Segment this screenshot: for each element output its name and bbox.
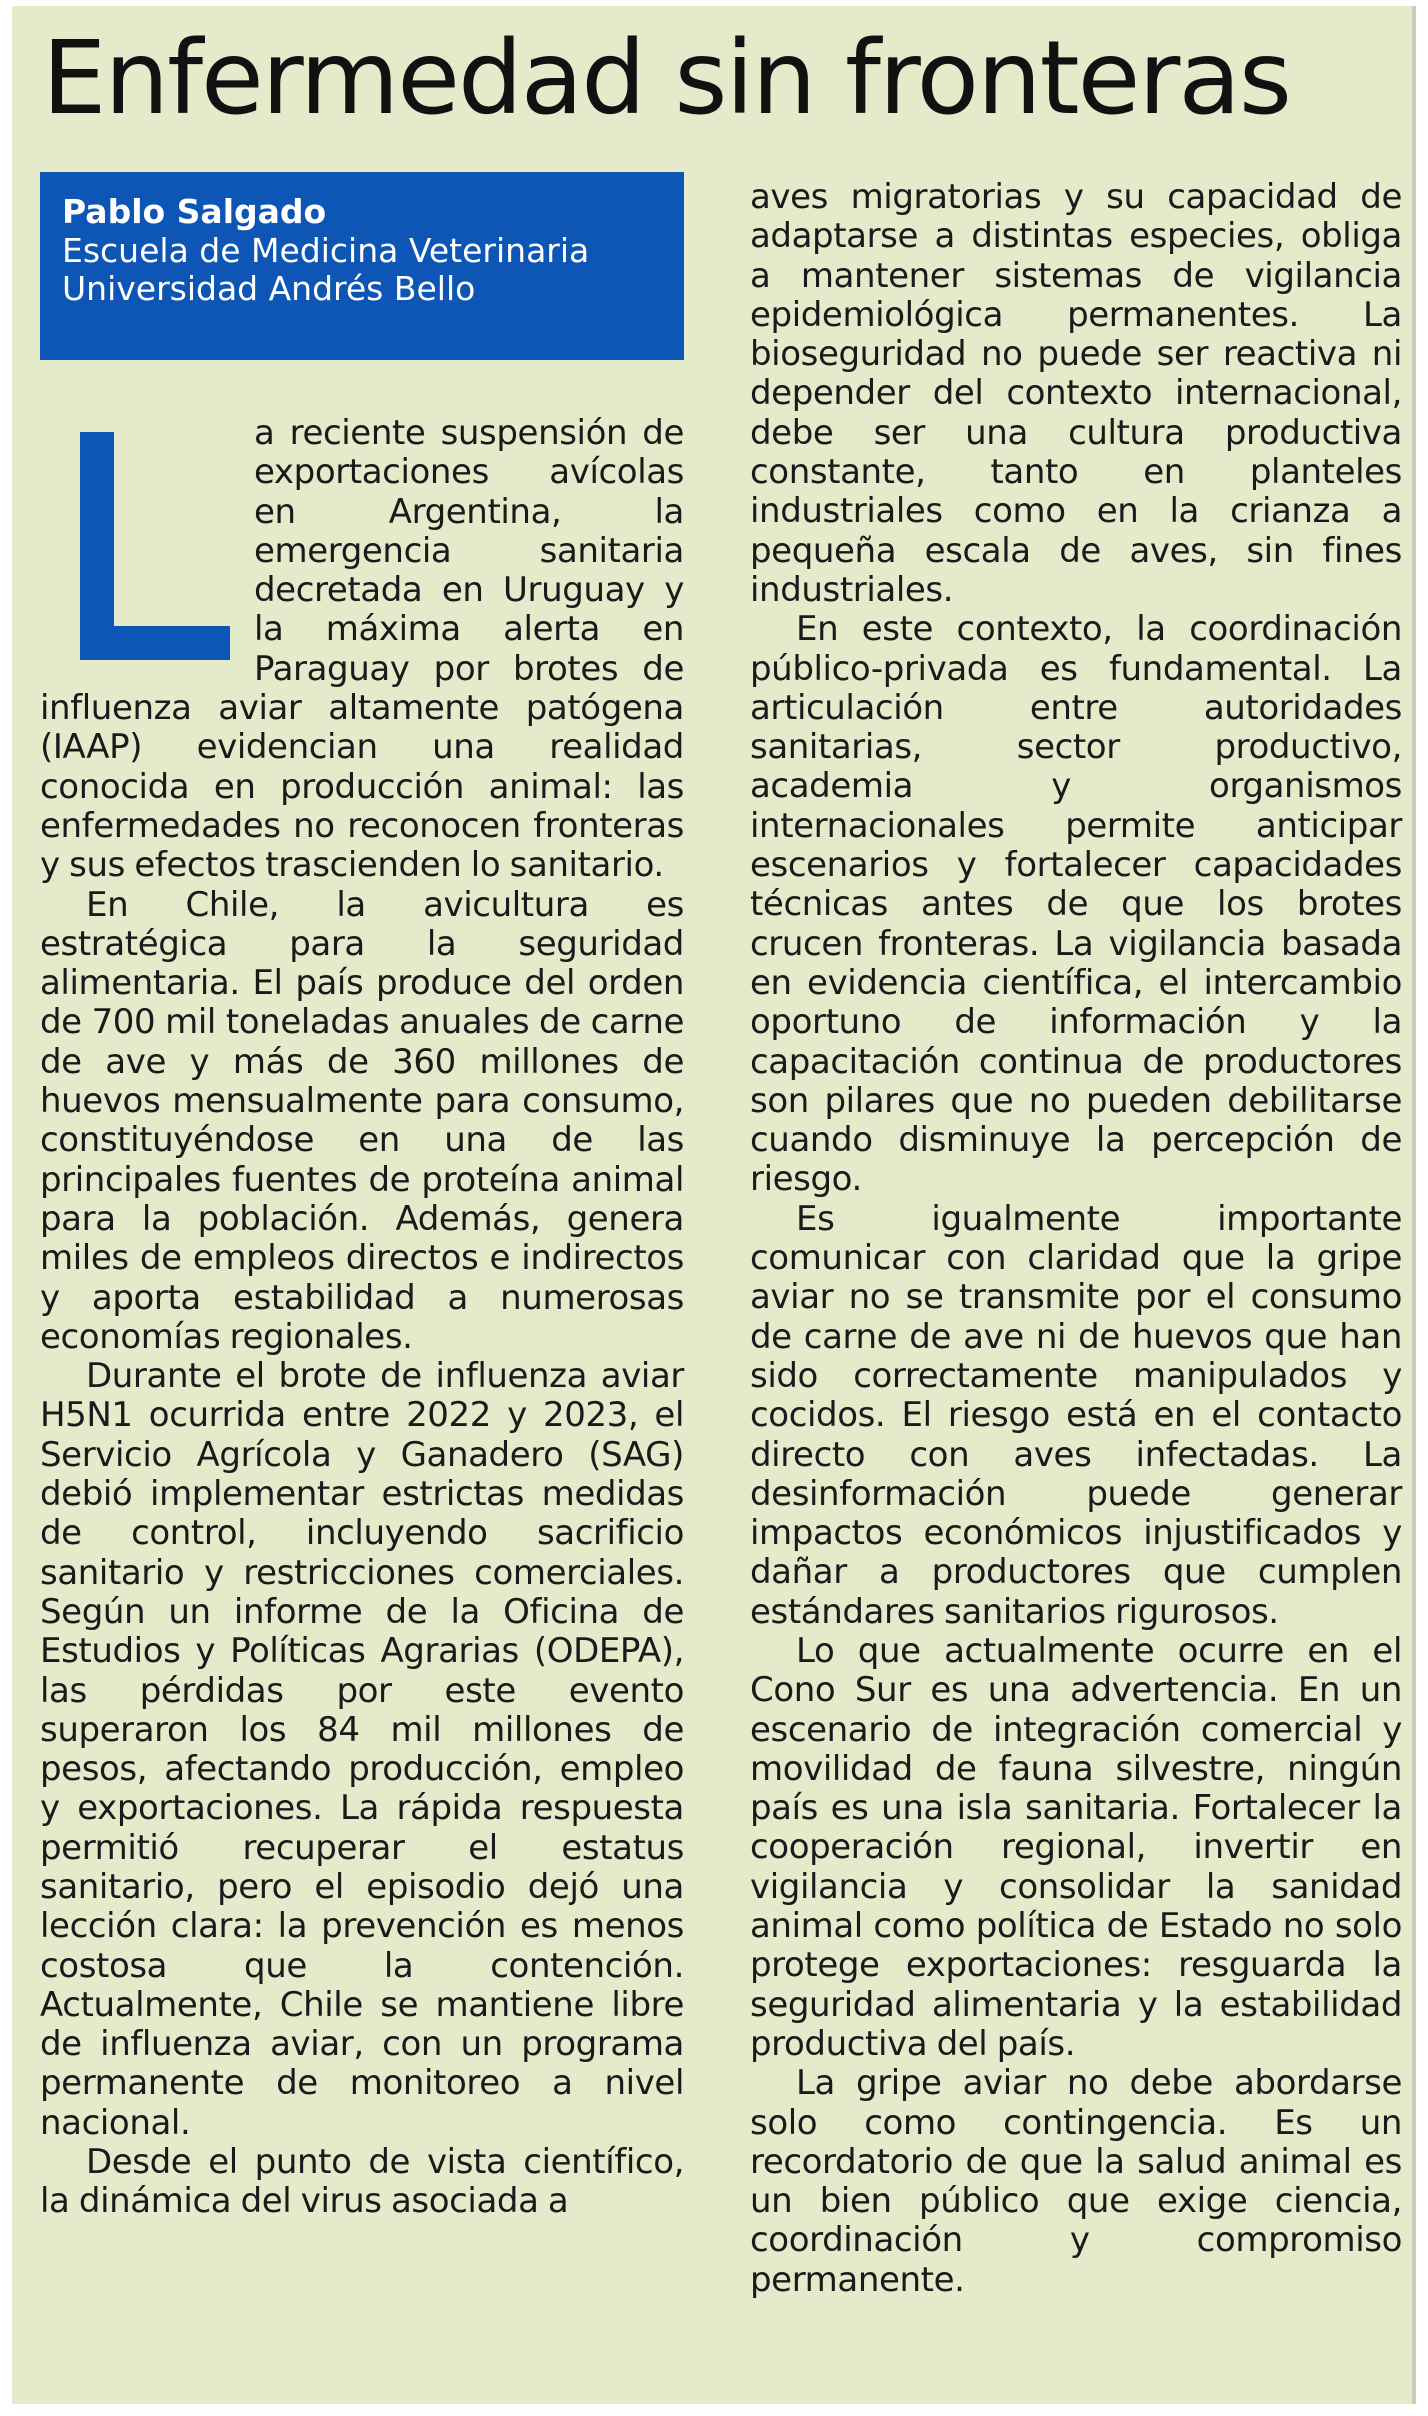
newspaper-clipping xyxy=(12,6,1416,2404)
author-affiliation-school: Escuela de Medicina Veterinaria xyxy=(62,231,590,270)
paragraph-8: La gripe aviar no debe abordarse solo como contingencia. Es un recordatorio de que la salud animal es un bien público que exige ciencia, coordinación y compromiso permanente. xyxy=(750,2063,1402,2300)
paragraph-4-continued: aves migratorias y su capacidad de adaptarse a distintas especies, obliga a mantener sistemas de vigilancia epidemiológica permanentes. La bioseguridad no puede ser reactiva ni depender del contexto internacional, debe ser una cultura productiva constante, tanto en planteles industriales como en la crianza a pequeña escala de aves, sin fines industriales. xyxy=(750,177,1402,610)
paragraph-2: En Chile, la avicultura es estratégica para la seguridad alimentaria. El país produce del orden de 700 mil toneladas anuales de carne de ave y más de 360 millones de huevos mensualmente para consumo, constituyéndose en una de las principales fuentes de proteína animal para la población. Además, genera miles de empleos directos e indirectos y aporta estabilidad a numerosas economías regionales. xyxy=(40,884,684,1357)
paragraph-6: Es igualmente importante comunicar con claridad que la gripe aviar no se transmite por el consumo de carne de ave ni de huevos que han sido correctamente manipulados y cocidos. El riesgo está en el contacto directo con aves infectadas. La desinformación puede generar impactos económicos injustificados y dañar a productores que cumplen estándares sanitarios rigurosos. xyxy=(750,1198,1402,1632)
paragraph-3: Durante el brote de influenza aviar H5N1 ocurrida entre 2022 y 2023, el Servicio Agrícola y Ganadero (SAG) debió implementar estrictas medidas de control, incluyendo sacrificio sanitario y restricciones comerciales. Según un informe de la Oficina de Estudios y Políticas Agrarias (ODEPA), las pérdidas por este evento superaron los 84 mil millones de pesos, afectando producción, empleo y exportaciones. La rápida respuesta permitió recuperar el estatus sanitario, pero el episodio dejó una lección clara: la prevención es menos costosa que la contención. Actualmente, Chile se mantiene libre de influenza aviar, con un programa permanente de monitoreo a nivel nacional. xyxy=(40,1356,684,2143)
author-affiliation-university: Universidad Andrés Bello xyxy=(62,269,476,308)
paragraph-1: a reciente suspensión de exportaciones avícolas en Argentina, la emergencia sanitaria decretada en Uruguay y la máxima alerta en Paraguay por brotes de influenza aviar altamente patógena (IAAP) evidencian una realidad conocida en producción animal: las enfermedades no reconocen fronteras y sus efectos trascienden lo sanitario. xyxy=(40,413,684,886)
drop-cap xyxy=(40,432,236,658)
paragraph-5: En este contexto, la coordinación público-privada es fundamental. La articulación entre autoridades sanitarias, sector productivo, academia y organismos internacionales permite anticipar escenarios y fortalecer capacidades técnicas antes de que los brotes crucen fronteras. La vigilancia basada en evidencia científica, el intercambio oportuno de información y la capacitación continua de productores son pilares que no pueden debilitarse cuando disminuye la percepción de riesgo. xyxy=(750,609,1402,1200)
author-box xyxy=(40,172,684,360)
article-column-right xyxy=(750,178,1402,2300)
paragraph-7: Lo que actualmente ocurre en el Cono Sur es una advertencia. En un escenario de integración comercial y movilidad de fauna silvestre, ningún país es una isla sanitaria. Fortalecer la cooperación regional, invertir en vigilancia y consolidar la sanidad animal como política de Estado no solo protege exportaciones: resguarda la seguridad alimentaria y la estabilidad productiva del país. xyxy=(750,1630,1402,2064)
author-name: Pablo Salgado xyxy=(62,192,327,231)
article-column-left xyxy=(40,414,684,2222)
article-title: Enfermedad sin fronteras xyxy=(42,19,1290,138)
paragraph-4-start: Desde el punto de vista científico, la dinámica del virus asociada a xyxy=(40,2142,684,2222)
